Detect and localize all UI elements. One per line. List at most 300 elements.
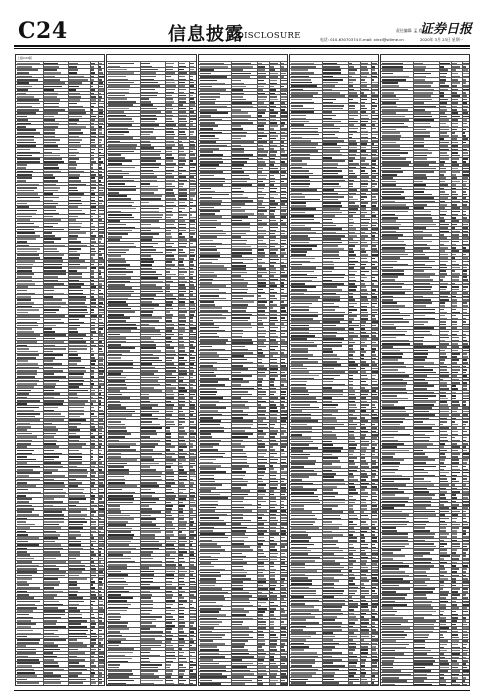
table-cell-text <box>69 187 76 189</box>
table-row <box>199 685 287 686</box>
table-cell-text <box>372 134 378 136</box>
table-cell-text <box>44 254 64 256</box>
table-cell-text <box>232 611 249 613</box>
table-cell-text <box>44 662 58 664</box>
table-cell-text <box>44 601 59 603</box>
disclosure-table <box>290 61 378 685</box>
table-cell-text <box>270 210 275 212</box>
masthead <box>0 0 484 46</box>
table-cell-text <box>270 125 278 127</box>
table-column-3 <box>198 54 288 686</box>
table-cell-text <box>190 531 194 533</box>
table-cell-text <box>414 123 430 125</box>
table-cell-text <box>258 125 264 127</box>
table-cell-text <box>258 621 266 623</box>
table-cell-text <box>291 105 303 107</box>
table-cell-text <box>382 309 399 311</box>
table-cell-text <box>440 315 445 317</box>
table-cell-text <box>69 601 84 603</box>
table-cell-text <box>281 259 287 261</box>
table-cell-text <box>200 289 219 291</box>
table-cell-text <box>372 580 378 582</box>
table-cell-text <box>179 421 185 423</box>
table-cell-text <box>452 321 456 323</box>
table-cell-text <box>69 248 80 250</box>
table-cell-text <box>141 131 153 133</box>
table-cell-text <box>349 505 354 507</box>
table-cell-text <box>44 177 55 179</box>
table-cell-text <box>190 489 193 491</box>
table-cell-text <box>179 189 187 191</box>
table-cell-text <box>232 240 246 242</box>
table-cell-text <box>91 238 95 240</box>
table-cell-text <box>414 152 432 154</box>
table-cell-text <box>372 258 375 260</box>
table-cell-text <box>91 158 94 160</box>
table-cell-text <box>91 511 96 513</box>
table-cell-text <box>166 233 171 235</box>
table-cell-text <box>91 472 96 474</box>
table-cell-text <box>232 135 246 137</box>
table-cell-text <box>452 123 458 125</box>
table-cell-text <box>440 321 447 323</box>
table-cell-text <box>141 505 149 507</box>
table-cell-text <box>258 96 267 98</box>
table-cell-text <box>17 139 34 141</box>
table-cell-text <box>270 475 275 477</box>
table-cell-text <box>44 273 66 275</box>
table-cell-text <box>372 351 375 353</box>
table-cell-text <box>232 468 241 470</box>
table-cell-text <box>91 248 95 250</box>
table-cell-text <box>179 195 187 197</box>
table-cell-text <box>17 511 32 513</box>
table-cell-text <box>69 164 76 166</box>
table-cell-text <box>179 652 184 654</box>
table-cell-text <box>17 238 36 240</box>
table-cell-text <box>179 167 183 169</box>
table-cell-text <box>270 446 273 448</box>
table-cell-text <box>200 359 228 361</box>
table-cell-text <box>270 249 277 251</box>
table-cell-text <box>270 259 278 261</box>
table-cell-text <box>291 170 309 172</box>
table-cell-text <box>179 616 184 618</box>
table-cell-text <box>382 315 410 317</box>
table-cell-text <box>200 459 216 461</box>
table-cell-text <box>281 640 287 642</box>
table-cell-text <box>232 484 246 486</box>
table-cell-text <box>166 652 175 654</box>
table-cell-text <box>463 123 467 125</box>
table-cell-text <box>69 511 81 513</box>
table-cell-text <box>258 640 266 642</box>
table-cell-text <box>69 489 84 491</box>
table-cell-text <box>361 286 365 288</box>
table-cell-text <box>323 219 332 221</box>
table-cell-text <box>291 245 317 247</box>
table-cell-text <box>190 243 193 245</box>
table-cell-text <box>361 202 368 204</box>
table-cell-text <box>291 258 315 260</box>
table-cell-text <box>440 302 445 304</box>
table-cell-text <box>258 346 267 348</box>
table-cell-text <box>17 450 34 452</box>
table-cell-text <box>372 476 375 478</box>
table-cell-text <box>372 115 378 117</box>
table-cell-text <box>258 175 267 177</box>
table-cell-text <box>414 158 427 160</box>
table-cell-text <box>372 128 376 130</box>
table-cell-text <box>91 630 94 632</box>
table-cell-text <box>281 307 285 309</box>
table-cell-text <box>200 553 220 555</box>
table-cell-text <box>108 476 124 478</box>
table-cell-text <box>440 152 448 154</box>
table-cell-text <box>108 249 129 251</box>
table-cell-text <box>232 249 251 251</box>
table-cell-text <box>349 277 355 279</box>
table-cell-text <box>232 175 249 177</box>
table-cell-text <box>166 616 173 618</box>
table-cell-text <box>414 337 424 339</box>
table-cell-text <box>179 433 187 435</box>
table-cell-text <box>141 658 150 660</box>
table-cell-text <box>291 309 309 311</box>
table-cell-text <box>323 649 332 651</box>
table-cell-text <box>452 302 457 304</box>
table-cell-text <box>141 680 163 682</box>
table-cell-text <box>190 208 192 210</box>
table-cell-text <box>349 134 353 136</box>
table-cell-text <box>258 553 264 555</box>
table-cell-text <box>99 682 102 684</box>
table-cell-text <box>463 353 467 355</box>
table-cell-text <box>372 537 377 539</box>
table-cell-text <box>44 164 58 166</box>
table-cell-text <box>232 537 248 539</box>
table-cell-text <box>17 360 28 362</box>
table-cell-text <box>463 321 466 323</box>
table-cell-text <box>323 245 337 247</box>
table-cell-text <box>372 505 377 507</box>
table-cell-text <box>349 271 357 273</box>
table-cell-text <box>323 619 334 621</box>
table-cell-text <box>190 357 195 359</box>
table-cell-text <box>141 167 159 169</box>
table-cell-text <box>166 271 170 273</box>
table-cell-text <box>323 309 335 311</box>
table-cell-text <box>69 685 83 686</box>
table-cell-text <box>190 446 193 448</box>
table-cell-text <box>372 662 377 664</box>
table-cell-text <box>270 501 276 503</box>
table-cell-text <box>372 277 375 279</box>
table-cell-text <box>382 302 397 304</box>
table-cell-text <box>323 315 344 317</box>
table-cell-text <box>463 276 467 278</box>
table-cell-text <box>141 98 149 100</box>
table-cell-text <box>440 331 449 333</box>
table-cell-text <box>323 258 339 260</box>
table-cell-text <box>69 584 77 586</box>
table-cell-text <box>166 261 172 263</box>
table-cell-text <box>349 315 357 317</box>
table-cell-text <box>200 317 226 319</box>
table-cell-text <box>258 484 267 486</box>
table-cell-text <box>44 328 52 330</box>
table-cell-text <box>372 489 378 491</box>
table-cell-text <box>69 354 78 356</box>
table-cell-text <box>91 450 94 452</box>
table-cell-text <box>361 115 368 117</box>
table-cell-text <box>414 353 428 355</box>
table-cell-text <box>91 584 93 586</box>
table-cell-text <box>108 446 130 448</box>
table-cell-text <box>382 321 409 323</box>
table-cell-text <box>361 258 367 260</box>
table-cell-text <box>141 670 158 672</box>
table-cell-text <box>179 255 187 257</box>
table-cell-text <box>270 333 276 335</box>
table-cell-text <box>281 634 286 636</box>
table-cell-text <box>166 347 174 349</box>
table-cell-text <box>258 249 264 251</box>
table-cell-text <box>281 566 288 568</box>
table-cell-text <box>108 118 132 120</box>
table-cell-text <box>99 103 104 105</box>
table-cell-text <box>17 299 31 301</box>
table-cell-text <box>291 457 308 459</box>
table-cell-text <box>270 80 277 82</box>
table-cell-text <box>349 476 354 478</box>
table-cell-text <box>281 602 286 604</box>
table-cell-text <box>281 240 286 242</box>
table-cell-text <box>179 224 186 226</box>
table-cell-text <box>270 327 278 329</box>
table-cell-text <box>179 214 187 216</box>
table-cell-text <box>232 210 245 212</box>
table-cell-text <box>44 103 59 105</box>
contact-line: 电话: 010-63070374 E-mail: xinxi@sitime.cn <box>320 37 404 42</box>
table-cell-text <box>69 373 84 375</box>
table-cell-text <box>361 505 367 507</box>
table-cell-text <box>69 521 87 523</box>
table-cell-text <box>232 634 249 636</box>
table-cell-text <box>349 662 357 664</box>
table-cell-text <box>361 590 369 592</box>
table-cell-text <box>270 611 273 613</box>
table-cell-text <box>44 309 59 311</box>
table-cell-text <box>452 309 456 311</box>
table-cell-text <box>291 580 312 582</box>
table-cell-text <box>414 276 429 278</box>
table-cell-text <box>281 151 285 153</box>
table-cell-text <box>258 546 262 548</box>
table-cell-text <box>281 446 286 448</box>
table-cell-text <box>349 521 353 523</box>
table-cell-text <box>200 240 213 242</box>
table-cell-text <box>141 578 154 580</box>
table-cell-text <box>232 407 248 409</box>
table-cell-text <box>108 433 131 435</box>
table-cell-text <box>323 375 340 377</box>
disclosure-table <box>381 61 469 685</box>
table-cell-text <box>258 194 267 196</box>
table-cell-text <box>200 433 211 435</box>
table-cell-text <box>452 286 459 288</box>
table-cell-text <box>414 211 431 213</box>
table-cell-text <box>232 433 253 435</box>
table-cell-text <box>440 211 448 213</box>
table-cell-text <box>372 649 376 651</box>
table-cell-text <box>99 601 103 603</box>
table-cell-text <box>44 360 53 362</box>
table-cell-text <box>200 249 217 251</box>
table-cell-text <box>270 484 278 486</box>
table-cell-text <box>91 614 94 616</box>
table-cell-text <box>69 614 82 616</box>
table-cell-text <box>349 496 354 498</box>
table-cell-text <box>349 544 353 546</box>
table-cell-text <box>349 105 356 107</box>
table-cell-text <box>108 89 129 91</box>
table-cell-text <box>108 664 120 666</box>
table-cell-text <box>108 531 131 533</box>
table-cell-text <box>69 69 78 71</box>
table-cell-text <box>166 195 175 197</box>
table-cell-text <box>190 427 196 429</box>
table-cell-text <box>91 69 94 71</box>
table-cell-text <box>190 154 195 156</box>
table-cell-text <box>270 289 274 291</box>
table-cell-text <box>141 317 162 319</box>
table-cell-text <box>323 286 337 288</box>
table-cell-text <box>190 249 195 251</box>
table-cell-text <box>281 381 287 383</box>
table-cell-text <box>179 446 187 448</box>
table-cell-text <box>69 254 79 256</box>
table-cell-text <box>99 290 101 292</box>
table-cell-text <box>166 664 171 666</box>
table-cell-text <box>108 271 133 273</box>
table-cell-text <box>270 433 277 435</box>
table-cell-text <box>69 103 77 105</box>
table-cell-text <box>440 276 446 278</box>
table-cell-text <box>108 622 128 624</box>
table-cell-text <box>190 131 194 133</box>
table-cell-text <box>323 457 338 459</box>
table-cell-text <box>108 261 126 263</box>
table-cell-text <box>69 267 87 269</box>
table-cell-text <box>190 616 196 618</box>
table-cell-text <box>349 489 356 491</box>
table-cell-text <box>44 407 58 409</box>
table-cell-text <box>270 517 276 519</box>
table-cell-text <box>99 578 103 580</box>
table-cell-text <box>108 466 124 468</box>
table-cell-text <box>99 232 104 234</box>
table-cell-text <box>91 360 96 362</box>
table-cell-text <box>99 630 102 632</box>
table-cell-text <box>349 444 358 446</box>
table-cell-text <box>69 348 87 350</box>
table-cell-text <box>349 115 358 117</box>
table-cell-text <box>323 196 344 198</box>
table-cell-text <box>452 331 459 333</box>
table-cell-text <box>99 407 101 409</box>
table-cell-text <box>91 290 95 292</box>
table-cell-text <box>349 537 357 539</box>
table-cell-text <box>44 630 58 632</box>
table-cell-text <box>463 82 466 84</box>
table-cell-text <box>44 413 61 415</box>
table-cell-text <box>108 558 131 560</box>
table-cell-text <box>291 496 318 498</box>
table-cell-text <box>200 188 211 190</box>
table-cell-text <box>190 597 196 599</box>
table-cell-text <box>141 628 150 630</box>
table-cell-text <box>372 251 379 253</box>
table-cell-text <box>281 468 284 470</box>
table-cell-text <box>361 271 369 273</box>
table-cell-text <box>44 498 54 500</box>
table-cell-text <box>291 202 306 204</box>
table-cell-text <box>452 276 459 278</box>
table-cell-text <box>190 76 193 78</box>
table-cell-text <box>232 289 248 291</box>
table-cell-text <box>69 309 87 311</box>
table-cell-text <box>463 315 469 317</box>
table-cell-text <box>17 614 29 616</box>
table-cell-text <box>281 475 287 477</box>
table-cell-text <box>258 468 266 470</box>
table-cell-text <box>258 381 263 383</box>
table-cell-text <box>200 646 217 648</box>
table-cell-text <box>179 154 186 156</box>
table-cell-text <box>232 546 250 548</box>
table-cell-text <box>382 286 402 288</box>
table-cell-text <box>270 468 274 470</box>
table-cell-text <box>372 196 376 198</box>
table-cell-text <box>281 346 287 348</box>
table-cell-text <box>323 69 340 71</box>
table-cell-text <box>414 132 430 134</box>
table-cell-text <box>141 518 156 520</box>
table-cell-text <box>108 311 135 313</box>
table-cell-text <box>323 251 339 253</box>
table-cell-text <box>99 210 105 212</box>
table-cell-text <box>141 208 159 210</box>
table-cell-text <box>190 167 196 169</box>
table-cell-text <box>179 271 187 273</box>
table-cell-text <box>281 621 284 623</box>
table-cell-text <box>463 270 467 272</box>
table-cell-text <box>17 584 29 586</box>
table-cell-text <box>291 444 309 446</box>
table-cell-text <box>232 453 245 455</box>
table-cell-text <box>463 331 469 333</box>
table-cell-text <box>190 558 195 560</box>
table-cell-text <box>323 537 333 539</box>
table-cell-text <box>179 427 184 429</box>
table-cell-text <box>166 311 170 313</box>
section-title-english: DISCLOSURE <box>237 31 301 41</box>
table-cell-text <box>166 167 174 169</box>
table-cell-text <box>349 245 355 247</box>
table-cell-text <box>91 299 96 301</box>
table-cell-text <box>141 489 152 491</box>
